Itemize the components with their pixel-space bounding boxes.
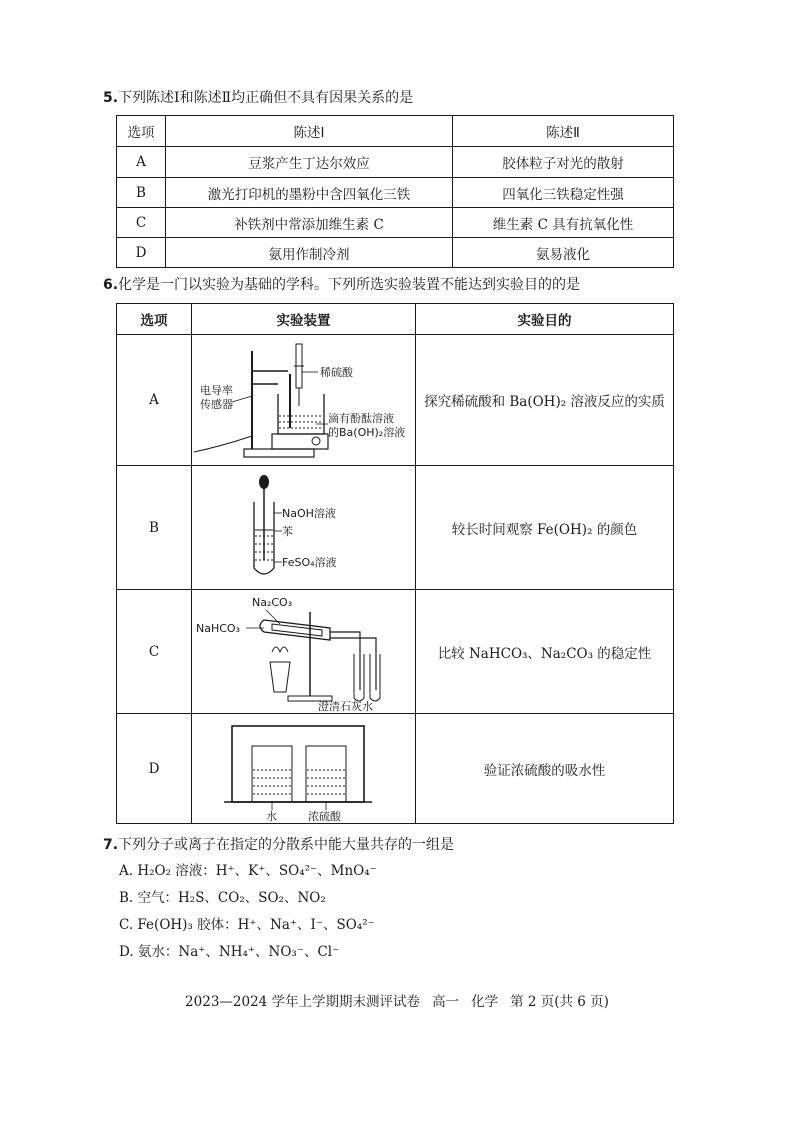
q6-stem-text: 化学是一门以实验为基础的学科。下列所选实验装置不能达到实验目的的是: [118, 277, 581, 293]
q6-option-a: A: [117, 335, 192, 466]
q6-header-apparatus: 实验装置: [192, 304, 416, 335]
q5-option-b: B: [117, 178, 166, 208]
page-footer: [0, 990, 794, 1010]
label-dilute-sulfuric-acid: 稀硫酸: [320, 366, 353, 379]
conductivity-apparatus-diagram: [192, 336, 412, 464]
table-row: [117, 714, 674, 824]
q5-table: [116, 115, 674, 268]
q5-stem-text: 下列陈述Ⅰ和陈述Ⅱ均正确但不具有因果关系的是: [118, 90, 414, 106]
q5-header-row: [117, 116, 674, 147]
q6-purpose-a: 探究稀硫酸和 Ba(OH)₂ 溶液反应的实质: [416, 335, 674, 466]
q5-c-s2: 维生素 C 具有抗氧化性: [453, 208, 674, 238]
q6-purpose-b: 较长时间观察 Fe(OH)₂ 的颜色: [416, 466, 674, 590]
label-sensor-line1: 电导率: [200, 384, 233, 397]
label-water: 水: [266, 809, 277, 822]
q5-b-s2: 四氧化三铁稳定性强: [453, 178, 674, 208]
label-limewater: 澄清石灰水: [318, 699, 373, 712]
footer-grade: 高一: [432, 994, 460, 1010]
label-sensor-line2: 传感器: [200, 398, 233, 411]
q7-option-c: C. Fe(OH)₃ 胶体：H⁺、Na⁺、I⁻、SO₄²⁻: [119, 917, 375, 933]
q7-stem-text: 下列分子或离子在指定的分散系中能大量共存的一组是: [118, 837, 455, 853]
q6-header-row: [117, 304, 674, 335]
table-row: [117, 335, 674, 466]
label-nahco3: NaHCO₃: [196, 621, 240, 635]
q7-stem: [103, 836, 454, 854]
q5-header-option: 选项: [117, 116, 166, 147]
label-benzene: 苯: [282, 524, 293, 538]
q6-option-d: D: [117, 714, 192, 824]
q6-stem: [103, 276, 580, 294]
q6-apparatus-c: [192, 590, 416, 714]
q6-purpose-c: 比较 NaHCO₃、Na₂CO₃ 的稳定性: [416, 590, 674, 714]
q6-header-purpose: 实验目的: [416, 304, 674, 335]
table-row: [117, 590, 674, 714]
q6-apparatus-d: [192, 714, 416, 824]
q7-number: 7.: [103, 837, 119, 853]
q5-d-s2: 氨易液化: [453, 238, 674, 268]
q6-apparatus-b: [192, 466, 416, 590]
q6-header-option: 选项: [117, 304, 192, 335]
beaker-bell-jar-diagram: [192, 716, 412, 822]
label-baoh2-solution: 的Ba(OH)₂溶液: [328, 426, 406, 439]
q5-option-d: D: [117, 238, 166, 268]
footer-subject: 化学: [471, 994, 499, 1010]
table-row: [117, 147, 674, 178]
q5-a-s1: 豆浆产生丁达尔效应: [166, 147, 453, 178]
q7-option-d: D. 氨水：Na⁺、NH₄⁺、NO₃⁻、Cl⁻: [119, 944, 340, 960]
test-tube-diagram: [192, 468, 412, 588]
footer-page-number: 第 2 页(共 6 页): [510, 994, 609, 1010]
table-row: [117, 208, 674, 238]
q6-table: [116, 303, 674, 824]
q6-number: 6.: [103, 277, 119, 293]
q6-option-b: B: [117, 466, 192, 590]
q5-a-s2: 胶体粒子对光的散射: [453, 147, 674, 178]
q5-number: 5.: [103, 90, 119, 106]
label-naoh-solution: NaOH溶液: [282, 506, 336, 520]
q7-option-a: A. H₂O₂ 溶液：H⁺、K⁺、SO₄²⁻、MnO₄⁻: [119, 863, 377, 879]
q7-option-b: B. 空气：H₂S、CO₂、SO₂、NO₂: [119, 890, 326, 906]
label-feso4-solution: FeSO₄溶液: [282, 555, 337, 569]
q5-stem: [103, 89, 413, 107]
q6-apparatus-a: [192, 335, 416, 466]
footer-exam-title: 2023—2024 学年上学期期末测评试卷: [185, 994, 421, 1010]
thermal-stability-diagram: [192, 592, 412, 712]
q5-header-s2: 陈述Ⅱ: [453, 116, 674, 147]
q6-purpose-d: 验证浓硫酸的吸水性: [416, 714, 674, 824]
table-row: [117, 466, 674, 590]
q5-b-s1: 激光打印机的墨粉中含四氧化三铁: [166, 178, 453, 208]
label-na2co3: Na₂CO₃: [252, 595, 293, 609]
q5-option-a: A: [117, 147, 166, 178]
table-row: [117, 178, 674, 208]
q6-option-c: C: [117, 590, 192, 714]
q5-header-s1: 陈述Ⅰ: [166, 116, 453, 147]
table-row: [117, 238, 674, 268]
label-conc-sulfuric-acid: 浓硫酸: [308, 809, 341, 822]
q5-d-s1: 氨用作制冷剂: [166, 238, 453, 268]
label-phenolphthalein: 滴有酚酞溶液: [328, 412, 394, 425]
q5-c-s1: 补铁剂中常添加维生素 C: [166, 208, 453, 238]
q5-option-c: C: [117, 208, 166, 238]
